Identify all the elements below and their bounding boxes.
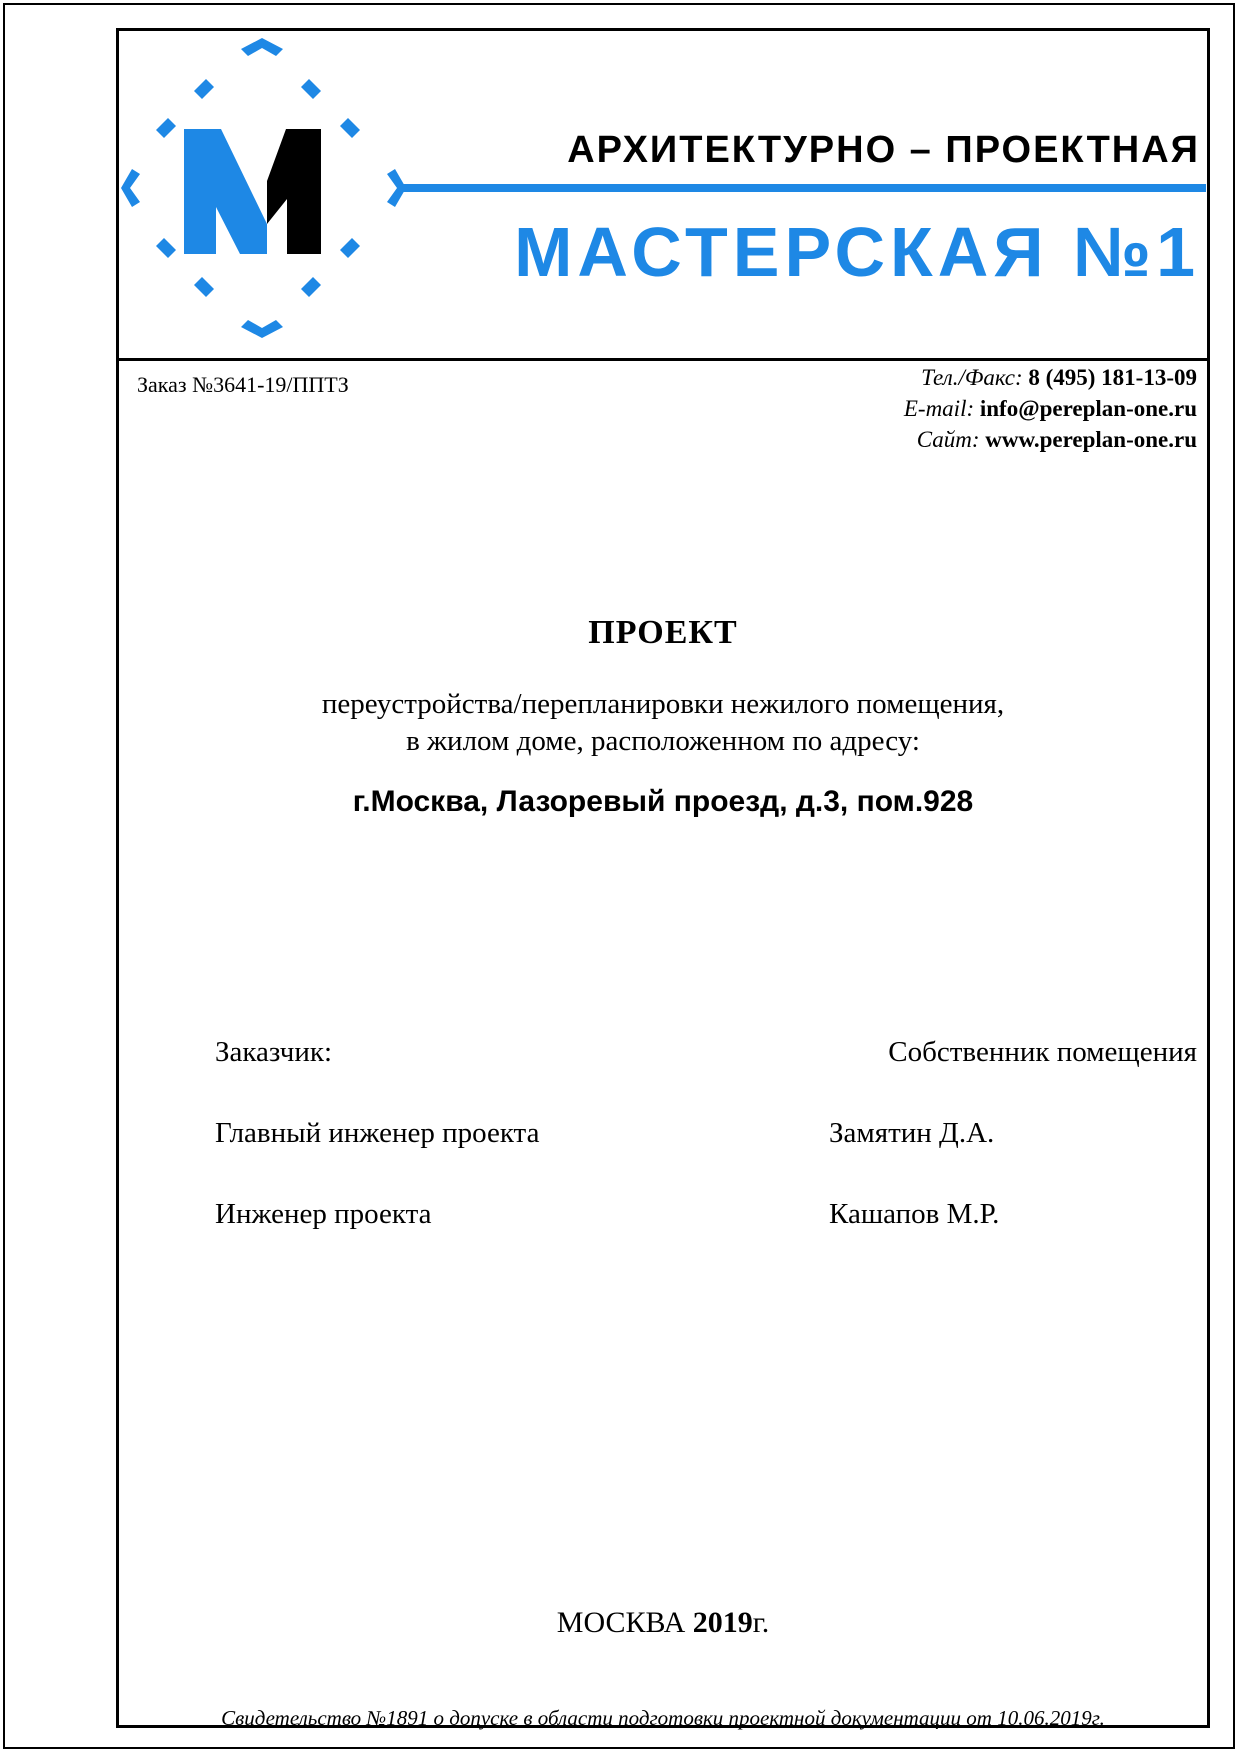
chief-engineer-label: Главный инженер проекта (215, 1117, 540, 1149)
company-logo (116, 31, 1210, 358)
site-value[interactable]: www.pereplan-one.ru (985, 427, 1197, 452)
document-title: ПРОЕКТ (588, 614, 738, 651)
city-year (116, 1606, 1210, 1640)
property-address: г.Москва, Лазоревый проезд, д.3, пом.928 (352, 785, 974, 818)
email-row (904, 393, 1197, 424)
phone-value: 8 (495) 181-13-09 (1028, 365, 1197, 390)
header-divider (116, 358, 1210, 361)
document-subtitle (116, 686, 1210, 760)
contact-block (904, 362, 1197, 455)
email-label: E-mail: (903, 396, 975, 421)
phone-label: Тел./Факс: (921, 365, 1023, 390)
order-number: Заказ №3641-19/ППТЗ (137, 372, 349, 397)
chief-engineer-value: Замятин Д.А. (829, 1117, 995, 1149)
subtitle-line-2: в жилом доме, расположенном по адресу: (406, 725, 920, 757)
engineer-label: Инженер проекта (215, 1198, 432, 1230)
company-name-line1: АРХИТЕКТУРНО – ПРОЕКТНАЯ (567, 129, 1200, 171)
customer-label: Заказчик: (215, 1036, 333, 1068)
subtitle-line-1: переустройства/перепланировки нежилого помещения, (321, 688, 1005, 720)
logo-monogram (184, 129, 321, 254)
engineer-value: Кашапов М.Р. (829, 1198, 1000, 1230)
certificate-note: Свидетельство №1891 о допуске в области подготовки проектной документации от 10.06.2019г. (221, 1706, 1105, 1730)
year-suffix: г. (752, 1606, 770, 1639)
email-value[interactable]: info@pereplan-one.ru (979, 396, 1197, 421)
customer-value: Собственник помещения (888, 1036, 1197, 1068)
company-name-line2: МАСТЕРСКАЯ №1 (514, 213, 1200, 291)
site-row (904, 424, 1197, 455)
city: МОСКВА (556, 1606, 686, 1639)
site-label: Сайт: (916, 427, 980, 452)
year: 2019 (692, 1606, 753, 1639)
phone-row (904, 362, 1197, 393)
